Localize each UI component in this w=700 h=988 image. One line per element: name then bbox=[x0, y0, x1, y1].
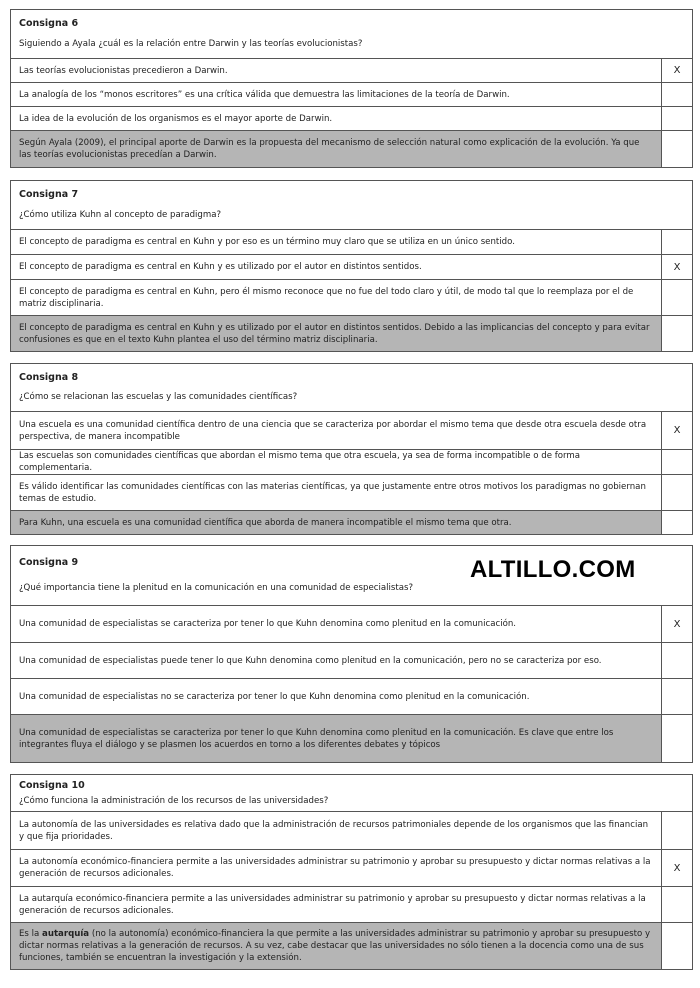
consigna-title: Consigna 8 bbox=[19, 371, 79, 383]
consigna-question: ¿Cómo funciona la administración de los recursos de las universidades? bbox=[19, 795, 329, 806]
explanation-row bbox=[11, 130, 692, 167]
explanation-row bbox=[11, 510, 692, 534]
consigna-header bbox=[11, 10, 692, 58]
option-mark bbox=[661, 679, 692, 714]
option-mark: X bbox=[661, 59, 692, 82]
option-row bbox=[11, 849, 692, 886]
consigna-question: ¿Qué importancia tiene la plenitud en la comunicación en una comunidad de especialistas? bbox=[19, 583, 414, 594]
consigna-question: ¿Cómo se relacionan las escuelas y las comunidades científicas? bbox=[19, 392, 298, 403]
option-row bbox=[11, 58, 692, 82]
option-mark: X bbox=[661, 255, 692, 279]
consigna-header bbox=[11, 546, 692, 605]
option-mark: X bbox=[661, 412, 692, 449]
option-row bbox=[11, 106, 692, 130]
option-row bbox=[11, 254, 692, 279]
explanation-text: Según Ayala (2009), el principal aporte de Darwin es la propuesta del mecanismo de selección natural como explicación de la evolución. Ya que las teorías evolucionistas precedían a Darwin. bbox=[11, 131, 663, 167]
option-text: Es válido identificar las comunidades científicas con las materias científicas, ya que justamente entre otros motivos los paradigmas no gobiernan temas de estudio. bbox=[19, 481, 646, 504]
consigna-7 bbox=[10, 180, 693, 352]
option-row bbox=[11, 886, 692, 922]
option-row bbox=[11, 642, 692, 678]
option-text: El concepto de paradigma es central en Kuhn y es utilizado por el autor en distintos sentidos. bbox=[19, 262, 422, 272]
option-row bbox=[11, 229, 692, 254]
option-text: Una comunidad de especialistas puede tener lo que Kuhn denomina como plenitud en la comunicación, pero no se caracteriza por eso. bbox=[19, 655, 602, 666]
consigna-9 bbox=[10, 545, 693, 763]
option-text: Las teorías evolucionistas precedieron a Darwin. bbox=[19, 65, 228, 76]
consigna-question: ¿Cómo utiliza Kuhn al concepto de paradigma? bbox=[19, 210, 222, 220]
option-text: La idea de la evolución de los organismos es el mayor aporte de Darwin. bbox=[19, 113, 333, 124]
option-text: Una comunidad de especialistas se caracteriza por tener lo que Kuhn denomina como plenitud en la comunicación. bbox=[19, 619, 517, 629]
option-mark bbox=[661, 107, 692, 130]
option-text: La autonomía económico-financiera permite a las universidades administrar su patrimonio y aprobar su presupuesto y dictar normas relativas a la generación de recursos adicionales. bbox=[19, 857, 651, 879]
option-text: El concepto de paradigma es central en Kuhn y por eso es un término muy claro que se utiliza en un único sentido. bbox=[19, 237, 515, 247]
option-mark: X bbox=[661, 850, 692, 886]
consigna-title: Consigna 7 bbox=[19, 189, 79, 200]
consigna-title: Consigna 6 bbox=[19, 18, 79, 29]
option-text: El concepto de paradigma es central en Kuhn, pero él mismo reconoce que no fue del todo claro y útil, de modo tal que lo reemplaza por el de matriz disciplinaria. bbox=[19, 286, 634, 309]
explanation-row bbox=[11, 714, 692, 762]
option-mark bbox=[661, 450, 692, 474]
option-mark bbox=[661, 475, 692, 510]
consigna-8 bbox=[10, 363, 693, 535]
option-mark bbox=[661, 280, 692, 315]
option-row bbox=[11, 678, 692, 714]
consigna-header bbox=[11, 181, 692, 229]
option-row bbox=[11, 82, 692, 106]
explanation-row bbox=[11, 922, 692, 969]
option-row bbox=[11, 811, 692, 849]
consigna-question: Siguiendo a Ayala ¿cuál es la relación entre Darwin y las teorías evolucionistas? bbox=[19, 39, 363, 49]
option-text: La autonomía de las universidades es relativa dado que la administración de recursos patrimoniales depende de los organismos que las financian y que fija prioridades. bbox=[19, 819, 649, 842]
explanation-text bbox=[11, 923, 663, 969]
consigna-6 bbox=[10, 9, 693, 168]
option-row bbox=[11, 605, 692, 642]
option-row bbox=[11, 279, 692, 315]
explanation-mark bbox=[661, 511, 692, 534]
option-text: Una escuela es una comunidad científica dentro de una ciencia que se caracteriza por abordar el mismo tema que desde otra escuela desde otra perspectiva, de manera incompatible bbox=[19, 419, 647, 442]
option-row bbox=[11, 474, 692, 510]
explanation-pre: Es la bbox=[19, 929, 43, 939]
option-row bbox=[11, 411, 692, 449]
option-mark: X bbox=[661, 606, 692, 642]
explanation-mark bbox=[661, 715, 692, 762]
option-mark bbox=[661, 887, 692, 922]
explanation-text: El concepto de paradigma es central en Kuhn y es utilizado por el autor en distintos sentidos. Debido a las implicancias del concepto y para evitar confusiones es que en el texto Kuhn plantea el uso del término matriz disciplinaria. bbox=[11, 316, 663, 351]
explanation-row bbox=[11, 315, 692, 351]
consigna-header bbox=[11, 364, 692, 411]
option-mark bbox=[661, 83, 692, 106]
option-row bbox=[11, 449, 692, 474]
option-text: Las escuelas son comunidades científicas que abordan el mismo tema que otra escuela, ya sea de forma incompatible o de forma complementaria. bbox=[19, 451, 581, 473]
consigna-title: Consigna 9 bbox=[19, 556, 79, 568]
consigna-header bbox=[11, 775, 692, 811]
consigna-title: Consigna 10 bbox=[19, 779, 85, 791]
explanation-bold: autarquía bbox=[42, 929, 90, 939]
option-mark bbox=[661, 230, 692, 254]
explanation-text: Una comunidad de especialistas se caracteriza por tener lo que Kuhn denomina como plenitud en la comunicación. Es clave que entre los integrantes fluya el diálogo y se plasmen los acuerdos en torno a los diferentes debates y tópicos bbox=[11, 715, 663, 762]
consigna-10 bbox=[10, 774, 693, 970]
option-text: La analogía de los “monos escritores” es una crítica válida que demuestra las limitaciones de la teoría de Darwin. bbox=[19, 89, 510, 100]
explanation-text: Para Kuhn, una escuela es una comunidad científica que aborda de manera incompatible el mismo tema que otra. bbox=[11, 511, 663, 534]
explanation-mark bbox=[661, 131, 692, 167]
watermark: ALTILLO.COM bbox=[470, 556, 636, 583]
option-text: La autarquía económico-financiera permite a las universidades administrar su patrimonio y aprobar su presupuesto y dictar normas relativas a la generación de recursos adicionales. bbox=[19, 893, 646, 916]
explanation-mark bbox=[661, 923, 692, 969]
explanation-mark bbox=[661, 316, 692, 351]
option-text: Una comunidad de especialistas no se caracteriza por tener lo que Kuhn denomina como plenitud en la comunicación. bbox=[19, 691, 530, 702]
explanation-post: (no la autonomía) económico-financiera la que permite a las universidades administrar su patrimonio y aprobar su presupuesto y dictar normas relativas a la generación de recursos. A su vez, cabe destacar que las universidades no sólo tienen a la docencia como una de sus funciones, también se encuentran la investigación y la extensión. bbox=[19, 929, 651, 963]
option-mark bbox=[661, 643, 692, 678]
option-mark bbox=[661, 812, 692, 849]
